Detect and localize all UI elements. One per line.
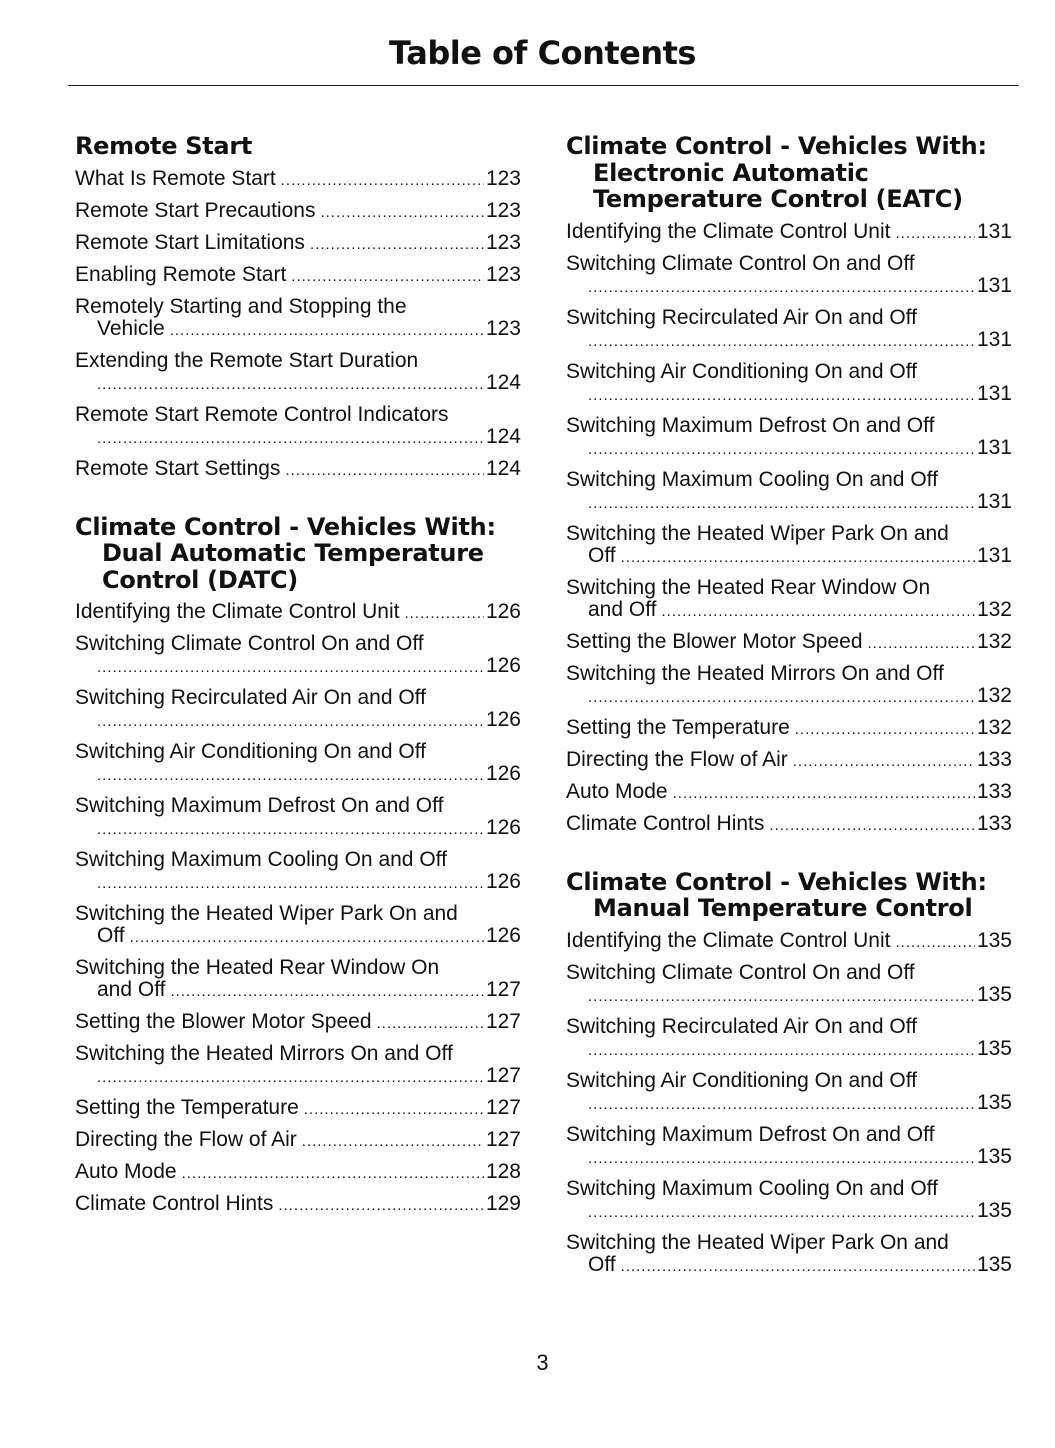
dot-leader <box>769 815 975 837</box>
entry-page-number: 133 <box>976 811 1012 835</box>
dot-leader <box>588 1040 975 1062</box>
entry-continuation <box>566 491 1012 515</box>
dot-leader <box>621 547 975 569</box>
entry-title: Climate Control Hints <box>566 811 765 835</box>
entry-page-number: 127 <box>485 1128 521 1151</box>
entry-title: Switching Maximum Cooling On and Off <box>566 467 938 491</box>
dot-leader <box>97 374 484 396</box>
toc-column-left <box>75 131 521 1249</box>
entry-title: Switching Recirculated Air On and Off <box>75 686 426 709</box>
entry-page-number: 123 <box>485 316 521 340</box>
toc-entry[interactable] <box>75 1189 521 1221</box>
dot-leader <box>621 1256 975 1278</box>
entry-page-number: 123 <box>485 198 521 222</box>
entry-page-number: 131 <box>976 273 1012 297</box>
entry-continuation <box>566 1038 1012 1062</box>
entry-title-continuation: and Off <box>588 597 657 621</box>
entry-title: Switching Climate Control On and Off <box>566 251 915 275</box>
entry-continuation <box>75 318 521 342</box>
entry-page-number: 126 <box>485 654 521 677</box>
toc-entry[interactable] <box>566 1228 1012 1282</box>
entry-page-number: 126 <box>485 708 521 731</box>
dot-leader <box>285 460 484 482</box>
dot-leader <box>182 1163 484 1185</box>
dot-leader <box>588 439 975 461</box>
toc-entry[interactable] <box>75 1007 521 1039</box>
entry-continuation <box>566 545 1012 569</box>
entry-title-continuation: Vehicle <box>97 316 165 340</box>
dot-leader <box>673 783 975 805</box>
section-title: Remote Start <box>75 132 253 160</box>
section-title: Climate Control - Vehicles With: Electronic Automatic Temperature Control (EATC) <box>566 132 987 213</box>
entry-page-number: 132 <box>976 597 1012 621</box>
dot-leader <box>588 385 975 407</box>
toc-entry[interactable] <box>566 303 1012 357</box>
entry-continuation <box>75 871 521 895</box>
entry-continuation <box>566 1146 1012 1170</box>
dot-leader <box>97 765 484 787</box>
entry-page-number: 129 <box>485 1192 521 1215</box>
entry-title: Switching the Heated Mirrors On and Off <box>566 661 944 685</box>
toc-entry[interactable] <box>75 292 521 346</box>
entry-continuation <box>75 709 521 733</box>
entry-continuation <box>75 426 521 450</box>
entry-continuation <box>566 329 1012 353</box>
entry-continuation <box>566 685 1012 709</box>
entry-title-continuation: Off <box>588 543 616 567</box>
entry-title: Remote Start Limitations <box>75 230 305 254</box>
entry-page-number: 131 <box>976 381 1012 405</box>
entry-continuation <box>566 1200 1012 1224</box>
entry-continuation <box>75 655 521 679</box>
entry-title: Remote Start Settings <box>75 456 281 480</box>
toc-section <box>75 133 521 486</box>
dot-leader <box>588 1202 975 1224</box>
entry-title: Switching the Heated Rear Window On <box>75 956 440 979</box>
entry-title: Switching Maximum Defrost On and Off <box>566 1122 935 1146</box>
toc-entry[interactable] <box>75 791 521 845</box>
dot-leader <box>171 981 484 1003</box>
dot-leader <box>304 1099 484 1121</box>
entry-title: Climate Control Hints <box>75 1192 274 1215</box>
entry-page-number: 133 <box>976 779 1012 803</box>
entry-continuation <box>566 275 1012 299</box>
dot-leader <box>278 1195 484 1217</box>
entry-page-number: 131 <box>976 327 1012 351</box>
entry-title: Directing the Flow of Air <box>566 747 788 771</box>
entry-page-number: 126 <box>485 870 521 893</box>
toc-entry[interactable] <box>566 809 1012 841</box>
dot-leader <box>896 932 975 954</box>
toc-section <box>566 869 1012 1282</box>
entry-title: Remote Start Remote Control Indicators <box>75 402 449 426</box>
entry-page-number: 124 <box>485 370 521 394</box>
entry-page-number: 126 <box>485 924 521 947</box>
toc-entry[interactable] <box>566 519 1012 573</box>
entry-page-number: 124 <box>485 456 521 480</box>
entry-page-number: 131 <box>976 435 1012 459</box>
entry-page-number: 126 <box>485 600 521 623</box>
dot-leader <box>896 223 975 245</box>
entry-title: Switching Air Conditioning On and Off <box>566 1068 917 1092</box>
entry-title: Switching Recirculated Air On and Off <box>566 1014 917 1038</box>
dot-leader <box>281 170 484 192</box>
entry-title: Switching the Heated Mirrors On and Off <box>75 1042 453 1065</box>
entry-title: Identifying the Climate Control Unit <box>566 219 891 243</box>
toc-entry[interactable] <box>566 1174 1012 1228</box>
toc-entry[interactable] <box>566 926 1012 958</box>
entry-title: Identifying the Climate Control Unit <box>75 600 400 623</box>
dot-leader <box>97 1067 484 1089</box>
toc-entry[interactable] <box>75 196 521 228</box>
entry-title: Switching Air Conditioning On and Off <box>566 359 917 383</box>
toc-entry[interactable] <box>566 627 1012 659</box>
dot-leader <box>662 601 975 623</box>
toc-entry[interactable] <box>75 1039 521 1093</box>
entry-continuation <box>566 437 1012 461</box>
entry-page-number: 123 <box>485 262 521 286</box>
entry-continuation <box>566 1092 1012 1116</box>
toc-entry[interactable] <box>75 1093 521 1125</box>
entry-page-number: 127 <box>485 1096 521 1119</box>
toc-entry[interactable] <box>75 400 521 454</box>
dot-leader <box>97 873 484 895</box>
entry-continuation <box>566 599 1012 623</box>
toc-entry[interactable] <box>566 1066 1012 1120</box>
entry-title: Switching the Heated Wiper Park On and <box>566 1230 949 1254</box>
entry-page-number: 135 <box>976 928 1012 952</box>
entry-page-number: 135 <box>976 1036 1012 1060</box>
dot-leader <box>97 428 484 450</box>
entry-continuation <box>75 763 521 787</box>
toc-entry[interactable] <box>566 411 1012 465</box>
toc-entry[interactable] <box>566 958 1012 1012</box>
toc-entry[interactable] <box>75 454 521 486</box>
entry-title: Switching the Heated Rear Window On <box>566 575 931 599</box>
entry-title: What Is Remote Start <box>75 166 276 190</box>
entry-page-number: 135 <box>976 1144 1012 1168</box>
entry-title: Switching Air Conditioning On and Off <box>75 740 426 763</box>
entry-title-continuation: Off <box>588 1252 616 1276</box>
entry-page-number: 135 <box>976 1198 1012 1222</box>
toc-entry[interactable] <box>566 249 1012 303</box>
dot-leader <box>793 751 975 773</box>
toc-section <box>566 133 1012 841</box>
dot-leader <box>588 1148 975 1170</box>
entry-title: Switching Recirculated Air On and Off <box>566 305 917 329</box>
toc-entry[interactable] <box>75 346 521 400</box>
dot-leader <box>405 603 484 625</box>
entry-page-number: 127 <box>485 978 521 1001</box>
entry-continuation <box>75 925 521 949</box>
dot-leader <box>377 1013 484 1035</box>
entry-title: Extending the Remote Start Duration <box>75 348 419 372</box>
entry-page-number: 131 <box>976 219 1012 243</box>
toc-entry[interactable] <box>75 683 521 737</box>
entry-continuation <box>566 984 1012 1008</box>
toc-entry[interactable] <box>566 217 1012 249</box>
toc-entry[interactable] <box>566 573 1012 627</box>
entry-title: Setting the Blower Motor Speed <box>566 629 863 653</box>
entry-page-number: 133 <box>976 747 1012 771</box>
dot-leader <box>588 277 975 299</box>
entry-title: Directing the Flow of Air <box>75 1128 297 1151</box>
dot-leader <box>97 819 484 841</box>
entry-title: Enabling Remote Start <box>75 262 287 286</box>
entry-title: Auto Mode <box>566 779 668 803</box>
toc-entry[interactable] <box>75 260 521 292</box>
entry-page-number: 126 <box>485 762 521 785</box>
entry-page-number: 135 <box>976 982 1012 1006</box>
dot-leader <box>588 493 975 515</box>
toc-entry[interactable] <box>75 629 521 683</box>
entry-title: Switching Maximum Defrost On and Off <box>566 413 935 437</box>
toc-entry[interactable] <box>75 228 521 260</box>
dot-leader <box>97 657 484 679</box>
entry-page-number: 131 <box>976 489 1012 513</box>
toc-entry[interactable] <box>75 164 521 196</box>
entry-page-number: 123 <box>485 166 521 190</box>
entry-page-number: 123 <box>485 230 521 254</box>
toc-entry[interactable] <box>75 845 521 899</box>
toc-entry[interactable] <box>75 737 521 791</box>
toc-entry[interactable] <box>75 899 521 953</box>
dot-leader <box>588 687 975 709</box>
dot-leader <box>868 633 975 655</box>
entry-title: Setting the Blower Motor Speed <box>75 1010 372 1033</box>
dot-leader <box>795 719 975 741</box>
entry-title: Switching Maximum Cooling On and Off <box>75 848 447 871</box>
entry-title: Switching Climate Control On and Off <box>75 632 424 655</box>
entry-title: Switching Maximum Defrost On and Off <box>75 794 444 817</box>
toc-entry[interactable] <box>75 1125 521 1157</box>
toc-entry[interactable] <box>566 745 1012 777</box>
dot-leader <box>588 331 975 353</box>
toc-entry[interactable] <box>566 659 1012 713</box>
dot-leader <box>302 1131 484 1153</box>
entry-continuation <box>75 817 521 841</box>
page-title: Table of Contents <box>389 34 696 72</box>
entry-page-number: 127 <box>485 1010 521 1033</box>
dot-leader <box>310 234 484 256</box>
entry-page-number: 132 <box>976 629 1012 653</box>
entry-title: Switching Climate Control On and Off <box>566 960 915 984</box>
entry-title: Switching Maximum Cooling On and Off <box>566 1176 938 1200</box>
header-divider <box>68 85 1019 86</box>
dot-leader <box>170 320 484 342</box>
entry-continuation <box>75 1065 521 1089</box>
toc-entry[interactable] <box>75 597 521 629</box>
section-title: Climate Control - Vehicles With: Manual Temperature Control <box>566 867 987 922</box>
entry-page-number: 135 <box>976 1090 1012 1114</box>
entry-title-continuation: and Off <box>97 978 166 1001</box>
entry-title: Setting the Temperature <box>566 715 790 739</box>
page-number: 3 <box>536 1350 549 1375</box>
dot-leader <box>588 1094 975 1116</box>
dot-leader <box>97 711 484 733</box>
toc-column-right <box>566 131 1012 1310</box>
entry-page-number: 135 <box>976 1252 1012 1276</box>
entry-title: Remotely Starting and Stopping the <box>75 294 407 318</box>
entry-title: Remote Start Precautions <box>75 198 316 222</box>
toc-entry[interactable] <box>75 953 521 1007</box>
toc-entry[interactable] <box>566 357 1012 411</box>
toc-entry[interactable] <box>566 465 1012 519</box>
toc-section <box>75 514 521 1222</box>
toc-entry[interactable] <box>566 777 1012 809</box>
entry-title: Setting the Temperature <box>75 1096 299 1119</box>
entry-page-number: 128 <box>485 1160 521 1183</box>
entry-title: Switching the Heated Wiper Park On and <box>75 902 458 925</box>
dot-leader <box>320 202 484 224</box>
entry-page-number: 132 <box>976 715 1012 739</box>
entry-page-number: 124 <box>485 424 521 448</box>
entry-page-number: 126 <box>485 816 521 839</box>
entry-continuation <box>75 979 521 1003</box>
entry-title-continuation: Off <box>97 924 125 947</box>
entry-page-number: 131 <box>976 543 1012 567</box>
toc-entry[interactable] <box>566 1120 1012 1174</box>
toc-entry[interactable] <box>566 713 1012 745</box>
entry-title: Identifying the Climate Control Unit <box>566 928 891 952</box>
entry-title: Auto Mode <box>75 1160 177 1183</box>
section-title: Climate Control - Vehicles With: Dual Automatic Temperature Control (DATC) <box>75 512 496 594</box>
dot-leader <box>291 266 484 288</box>
dot-leader <box>588 986 975 1008</box>
entry-continuation <box>566 383 1012 407</box>
entry-title: Switching the Heated Wiper Park On and <box>566 521 949 545</box>
entry-continuation <box>75 372 521 396</box>
toc-entry[interactable] <box>566 1012 1012 1066</box>
entry-continuation <box>566 1254 1012 1278</box>
entry-page-number: 132 <box>976 683 1012 707</box>
dot-leader <box>130 927 484 949</box>
entry-page-number: 127 <box>485 1064 521 1087</box>
toc-entry[interactable] <box>75 1157 521 1189</box>
